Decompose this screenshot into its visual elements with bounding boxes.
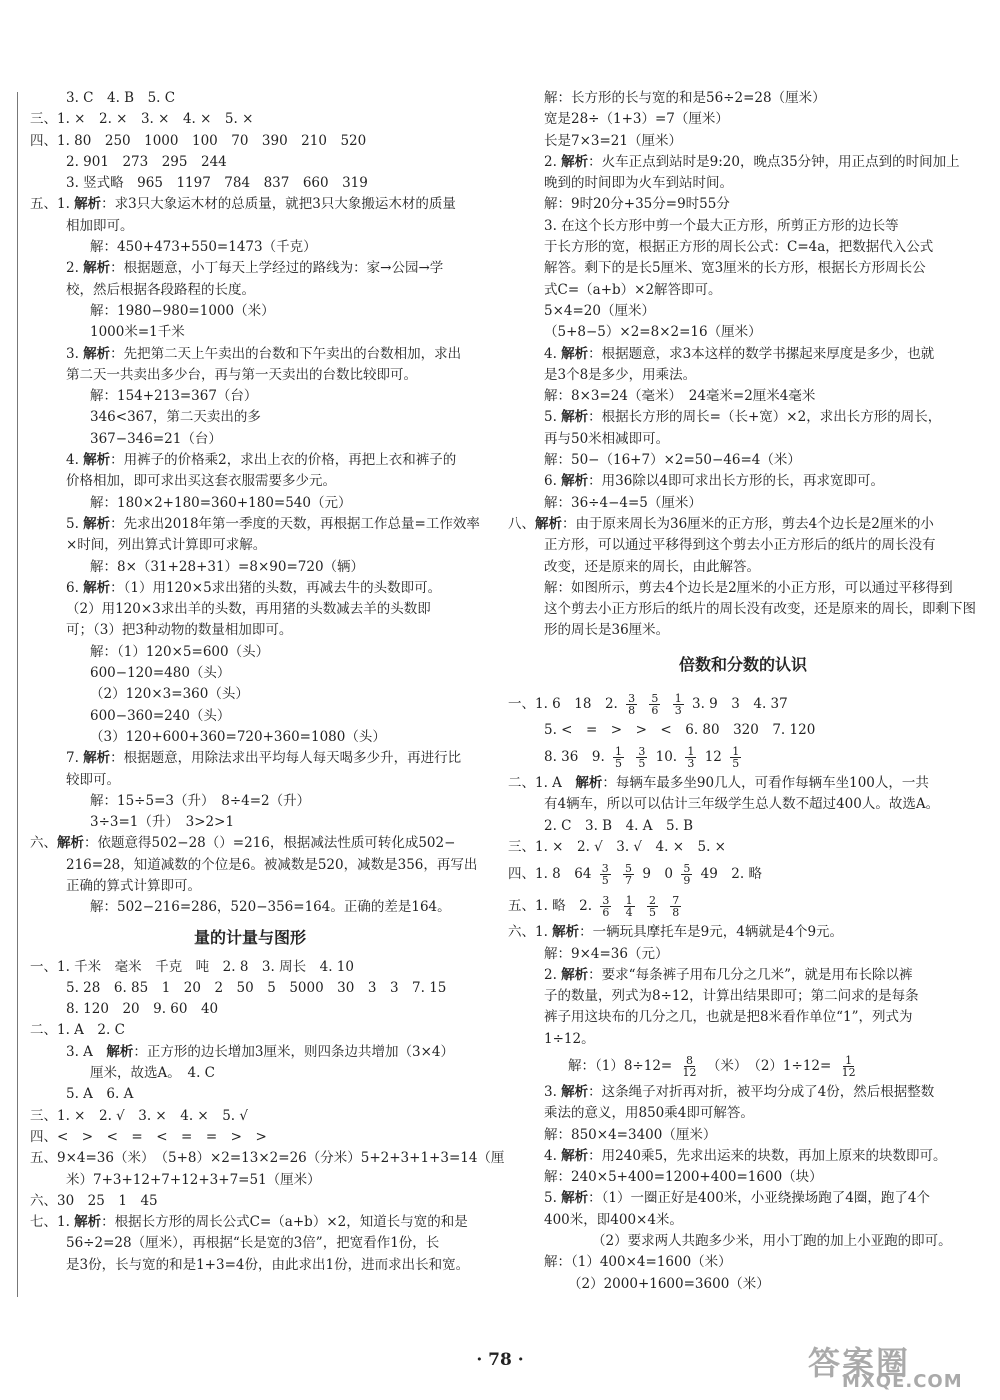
answer-line	[30, 514, 480, 535]
fraction: $\frac{3}{8}$	[628, 691, 636, 717]
watermark-logo-text: 答案圈	[808, 1344, 911, 1382]
line-text: 216=28，知道减数的个位是6。被减数是520，减数是356，再写出	[66, 856, 478, 873]
answer-line	[30, 322, 470, 343]
answer-line	[30, 344, 470, 365]
answer-line	[30, 897, 470, 918]
item-number: 6.	[544, 473, 562, 490]
answer-line	[30, 1127, 470, 1148]
answer-line	[30, 1255, 470, 1276]
answer-line	[508, 1082, 978, 1103]
answer-line	[508, 450, 978, 471]
line-text: 米）7+3+12+7+12+3+7=51（厘米）	[66, 1171, 321, 1188]
answer-line	[30, 493, 470, 514]
answer-line	[30, 642, 470, 663]
answer-line	[30, 770, 470, 791]
answer-line	[508, 258, 978, 279]
line-text: 1÷12。	[544, 1030, 595, 1047]
line-text: （2）120×3=360（头）	[90, 686, 249, 703]
line-text: 5×4=20（厘米）	[544, 302, 655, 319]
item-number: 3.	[66, 345, 84, 362]
line-text: 子的数量，列式为8÷12，计算出结果即可；第二问求的是每条	[544, 988, 919, 1005]
line-text: 5. 28 6. 85 1 20 2 50 5 5000 30 3 3 7. 15	[66, 979, 447, 996]
answer-line	[30, 237, 470, 258]
line-text: 可；（3）把3种动物的数量相加即可。	[66, 622, 293, 639]
answer-line	[30, 386, 470, 407]
line-text: 400米，即400×4米。	[544, 1211, 683, 1228]
fraction: $\frac{1}{3}$	[674, 691, 682, 717]
answer-line	[508, 237, 978, 258]
answer-line	[508, 131, 978, 152]
answer-line	[508, 986, 978, 1007]
item-number: 5.	[66, 515, 84, 532]
line-text: 8. 120 20 9. 60 40	[66, 1001, 219, 1018]
left-column	[30, 88, 505, 1276]
answer-line	[508, 216, 978, 237]
answer-line	[508, 514, 978, 535]
answer-line	[508, 1125, 978, 1146]
analysis-keyword: 解析	[83, 579, 111, 596]
item-number: 六、	[30, 835, 57, 852]
line-text: 式C=（a+b）×2解答即可。	[544, 281, 722, 298]
answer-line	[508, 344, 978, 365]
line-text: ：根据长方形的周长公式C=（a+b）×2，知道长与宽的和是	[101, 1214, 468, 1231]
answer-line	[508, 944, 978, 965]
line-text: 乘法的意义，用850乘4即可解答。	[544, 1105, 754, 1122]
answer-line	[30, 1084, 470, 1105]
line-text: 3. 竖式略 965 1197 784 837 660 319	[66, 175, 368, 192]
line-text: ：（1）用120×5求出猪的头数，再减去牛的头数即可。	[110, 579, 442, 596]
page-number: · 78 ·	[476, 1350, 524, 1370]
answer-line	[30, 450, 470, 471]
line-text: 3. C 4. B 5. C	[66, 90, 176, 106]
line-text: 解：（1）400×4=1600（米）	[544, 1254, 732, 1271]
fraction: $\frac{2}{5}$	[648, 894, 656, 920]
line-text: ：先把第二天上午卖出的台数和下午卖出的台数相加，求出	[110, 345, 462, 362]
line-text: 相加即可。	[66, 217, 134, 234]
item-number: 2.	[66, 260, 84, 277]
item-number: 二、1. A	[508, 775, 576, 792]
answer-line	[30, 301, 470, 322]
line-text: 有4辆车，所以可以估计三年级学生总人数不超过400人。故选A。	[544, 796, 940, 813]
answer-line	[508, 493, 978, 514]
line-text: 再与50米相减即可。	[544, 430, 670, 447]
right-column	[508, 88, 978, 1295]
answer-line	[30, 173, 470, 194]
answer-line	[30, 194, 470, 215]
line-text: 是3份，长与宽的和是1+3=4份，由此求出1份，进而求出长和宽。	[66, 1256, 470, 1273]
line-text: ：这条绳子对折再对折，被平均分成了4份，然后根据整数	[588, 1083, 935, 1100]
line-text: （2）要求两人共跑多少米，用小丁跑的加上小亚跑的即可。	[592, 1233, 952, 1250]
answer-line	[30, 1191, 470, 1212]
answer-line	[30, 535, 470, 556]
line-text: 晚到的时间即为火车到站时间。	[544, 175, 733, 192]
line-text: 1000米=1千米	[90, 324, 185, 341]
right-answers-block-3b	[508, 922, 978, 1050]
answer-line	[508, 471, 978, 492]
analysis-keyword: 解析	[535, 515, 562, 532]
analysis-keyword: 解析	[83, 750, 111, 767]
line-text: 校，然后根据各段路程的长度。	[66, 281, 255, 298]
answer-line	[30, 727, 470, 748]
answer-line	[30, 471, 470, 492]
answer-line	[508, 965, 978, 986]
line-text: ：由于原来周长为36厘米的正方形，剪去4个边长是2厘米的小	[562, 515, 934, 532]
answer-line	[508, 1103, 978, 1124]
item-number: 7.	[66, 750, 84, 767]
answer-line	[508, 88, 978, 109]
answer-line	[508, 1029, 978, 1050]
answer-line	[508, 922, 978, 943]
answer-line	[30, 578, 470, 599]
answer-line	[30, 663, 470, 684]
answer-line	[30, 620, 470, 641]
line-text: 长是7×3=21（厘米）	[544, 132, 682, 149]
answer-line	[508, 1188, 978, 1209]
fraction: $\frac{1}{4}$	[625, 894, 633, 920]
line-text: （2）2000+1600=3600（米）	[568, 1275, 770, 1292]
fraction-answer-line-1: 一、1. 6 18 2. $\frac{3}{8}$ $\frac{5}{6}$ $\frac{1}{3}$ 3. 9 3 4. 37	[508, 691, 788, 717]
line-text: 二、1. A 2. C	[30, 1022, 125, 1039]
analysis-keyword: 解析	[74, 1214, 102, 1231]
answer-line	[30, 999, 470, 1020]
line-text: ：根据长方形的周长=（长+宽）×2，求出长方形的周长，	[588, 409, 942, 426]
answer-line	[30, 1233, 470, 1254]
item-number: 4.	[66, 452, 84, 469]
answer-line	[30, 599, 470, 620]
line-text: 56÷2=28（厘米），再根据“长是宽的3倍”，把宽看作1份，长	[66, 1235, 440, 1252]
answer-line	[508, 152, 978, 173]
answer-line	[508, 173, 978, 194]
item-number: 4.	[544, 1147, 562, 1164]
line-text: ：一辆玩具摩托车是9元，4辆就是4个9元。	[579, 924, 844, 941]
fraction-answer-line-5: 五、1. 略 2. $\frac{3}{6}$ $\frac{1}{4}$ $\frac{2}{5}$ $\frac{7}{8}$	[508, 894, 680, 920]
fraction: $\frac{7}{8}$	[672, 894, 680, 920]
line-text: 解：（1）120×5=600（头）	[90, 643, 270, 660]
answer-line	[30, 109, 470, 130]
line-text: 一、1. 千米 毫米 千克 吨 2. 8 3. 周长 4. 10	[30, 958, 354, 975]
answer-line	[508, 1167, 978, 1188]
line-text: 于长方形的宽，根据正方形的周长公式：C=4a，把数据代入公式	[544, 239, 934, 256]
line-text: ：要求“每条裤子用布几分之几米”，就是用布长除以裤	[588, 966, 913, 983]
line-text: 三、1. × 2. √ 3. √ 4. × 5. ×	[508, 838, 726, 855]
line-text: ：先求出2018年第一季度的天数，再根据工作总量=工作效率	[110, 515, 480, 532]
margin-rule	[17, 92, 18, 1297]
left-answers-block-2	[30, 957, 505, 1276]
line-text: 5. A 6. A	[66, 1086, 134, 1103]
fraction-answer-line-6: 解：（1）8÷12= $\frac{8}{12}$ （米） （2）1÷12= $\frac{1}{12}$	[568, 1053, 856, 1079]
item-number: 3. A	[66, 1043, 107, 1060]
analysis-keyword: 解析	[561, 1147, 589, 1164]
answer-line	[508, 365, 978, 386]
left-answers-block-1	[30, 88, 480, 919]
line-text: ：用240乘5，先求出运来的块数，再加上原来的块数即可。	[588, 1147, 947, 1164]
line-text: 600−360=240（头）	[90, 707, 231, 724]
answer-line	[30, 748, 470, 769]
line-text: 裤子用这块布的几分之几，也就是把8米看作单位“1”，列式为	[544, 1009, 913, 1026]
analysis-keyword: 解析	[561, 153, 589, 170]
answer-line	[508, 194, 978, 215]
line-text: ：火车正点到站时是9:20，晚点35分钟，用正点到的时间加上	[588, 153, 960, 170]
answer-line	[30, 791, 470, 812]
line-text: 宽是28÷（1+3）=7（厘米）	[544, 111, 729, 128]
answer-line	[508, 386, 978, 407]
line-text: 正确的算式计算即可。	[66, 877, 201, 894]
answer-line	[30, 365, 470, 386]
line-text: ：根据题意，小丁每天上学经过的路线为：家→公园→学	[110, 260, 444, 277]
answer-line	[508, 322, 978, 343]
right-answers-block-1	[508, 88, 978, 642]
line-text: 是3个8是多少，用乘法。	[544, 366, 697, 383]
answer-line	[508, 1252, 978, 1273]
fraction-answer-line-2: 5. < = > > < 6. 80 320 7. 120	[544, 721, 816, 738]
answer-line	[30, 131, 470, 152]
answer-line	[30, 957, 470, 978]
line-text: （5+8−5）×2=8×2=16（厘米）	[544, 324, 762, 341]
line-text: （2）用120×3求出羊的头数，再用猪的头数减去羊的头数即	[66, 601, 431, 618]
answer-line	[508, 535, 978, 556]
line-text: ：依题意得502−28（）=216，根据减法性质可转化成502−	[84, 835, 456, 852]
fraction: $\frac{5}{7}$	[625, 862, 633, 888]
line-text: 解：9×4=36（元）	[544, 945, 669, 962]
line-text: 解：如图所示，剪去4个边长是2厘米的小正方形，可以通过平移得到	[544, 579, 953, 596]
line-text: 解：154+213=367（台）	[90, 388, 258, 405]
line-text: 3÷3=1（升） 3>2>1	[90, 814, 235, 831]
answer-line	[508, 837, 978, 858]
answer-line	[30, 88, 470, 109]
line-text: ×时间，列出算式计算即可求解。	[66, 537, 267, 554]
item-number: 6.	[66, 579, 84, 596]
answer-line	[508, 1146, 978, 1167]
analysis-keyword: 解析	[57, 835, 84, 852]
line-text: 这个剪去小正方形后的纸片的周长没有改变，还是原来的周长，即剩下图	[544, 601, 976, 618]
line-text: ：根据题意，求3本这样的数学书摞起来厚度是多少，也就	[588, 345, 935, 362]
analysis-keyword: 解析	[575, 775, 603, 792]
answer-line	[508, 1274, 978, 1295]
line-text: 解：240×5+400=1200+400=1600（块）	[544, 1169, 823, 1186]
answer-line	[30, 855, 478, 876]
line-text: ：正方形的边长增加3厘米，则四条边共增加（3×4）	[133, 1043, 455, 1060]
line-text: ：每辆车最多坐90几人，可看作每辆车坐100人，一共	[602, 775, 929, 792]
item-number: 5.	[544, 409, 562, 426]
item-number: 八、	[508, 515, 535, 532]
answer-line	[30, 152, 470, 173]
answer-line	[30, 1106, 470, 1127]
line-text: 367−346=21（台）	[90, 430, 222, 447]
answer-line	[508, 620, 978, 641]
line-text: （3）120+600+360=720+360=1080（头）	[90, 728, 386, 745]
analysis-keyword: 解析	[74, 196, 102, 213]
answer-line	[30, 812, 470, 833]
line-text: 解：8×3=24（毫米） 24毫米=2厘米4毫米	[544, 388, 816, 405]
fraction-answer-line-4: 四、1. 8 64 $\frac{3}{5}$ $\frac{5}{7}$ 9 0 $\frac{5}{9}$ 49 2. 略	[508, 862, 762, 888]
item-number: 五、1.	[30, 196, 75, 213]
line-text: 在这个长方形中剪一个最大正方形，所剪正方形的边长等	[561, 217, 899, 234]
line-text: 五、9×4=36（米） （5+8）×2=13×2=26（分米）5+2+3+1+3=14（厘	[30, 1150, 505, 1167]
answer-line	[508, 816, 978, 837]
line-text: 解：9时20分+35分=9时55分	[544, 196, 730, 213]
analysis-keyword: 解析	[561, 473, 589, 490]
answer-line	[508, 280, 978, 301]
line-text: 解：450+473+550=1473（千克）	[90, 239, 317, 256]
answer-line	[508, 557, 978, 578]
answer-line	[508, 773, 978, 794]
line-text: 厘米，故选A。 4. C	[90, 1065, 216, 1082]
line-text: 改变，还是原来的周长，由此解答。	[544, 558, 760, 575]
analysis-keyword: 解析	[561, 1083, 589, 1100]
answer-line	[30, 1063, 470, 1084]
line-text: 第二天一共卖出多少台，再与第一天卖出的台数比较即可。	[66, 366, 417, 383]
line-text: ：根据题意，用除法求出平均每人每天喝多少升，再进行比	[110, 750, 462, 767]
line-text: ：用36除以4即可求出长方形的长，再求宽即可。	[588, 473, 884, 490]
section-title-measurement: 量的计量与图形	[193, 927, 306, 947]
item-number: 4.	[544, 345, 562, 362]
section-title-multiples-fractions: 倍数和分数的认识	[678, 654, 807, 674]
answer-line	[30, 706, 470, 727]
right-answers-block-3a	[508, 773, 978, 858]
answer-line	[508, 407, 978, 428]
fraction: $\frac{5}{9}$	[683, 862, 691, 888]
fraction: $\frac{1}{12}$	[841, 1053, 856, 1079]
item-number: 六、1.	[508, 924, 553, 941]
line-text: 四、1. 80 250 1000 100 70 390 210 520	[30, 132, 367, 149]
watermark-logo	[808, 1338, 978, 1394]
analysis-keyword: 解析	[561, 345, 589, 362]
answer-line	[30, 1148, 505, 1169]
answer-line	[30, 833, 470, 854]
answer-line	[508, 794, 978, 815]
fraction: $\frac{5}{6}$	[651, 691, 659, 717]
answer-line	[508, 429, 978, 450]
analysis-keyword: 解析	[561, 966, 589, 983]
answer-line	[30, 1212, 470, 1233]
item-number: 3.	[544, 1083, 562, 1100]
line-text: 解：180×2+180=360+180=540（元）	[90, 494, 352, 511]
analysis-keyword: 解析	[561, 409, 589, 426]
item-number: 2.	[544, 153, 562, 170]
answer-line	[508, 578, 978, 599]
item-number: 5.	[544, 1190, 562, 1207]
item-number: 2.	[544, 966, 562, 983]
answer-line	[30, 407, 470, 428]
right-answers-block-3c	[508, 1082, 978, 1295]
fraction: $\frac{3}{5}$	[601, 862, 609, 888]
fraction-answer-line-3: 8. 36 9. $\frac{1}{5}$ $\frac{3}{5}$ 10. $\frac{1}{3}$ 12 $\frac{1}{5}$	[544, 745, 740, 771]
line-text: ：用裤子的价格乘2，求出上衣的价格，再把上衣和裤子的	[110, 452, 457, 469]
answer-line	[30, 978, 470, 999]
answer-line	[508, 1210, 978, 1231]
fraction: $\frac{3}{5}$	[638, 745, 646, 771]
analysis-keyword: 解析	[552, 924, 580, 941]
answer-line	[30, 876, 470, 897]
line-text: 2. C 3. B 4. A 5. B	[544, 817, 694, 834]
line-text: 600−120=480（头）	[90, 665, 231, 682]
answer-line	[30, 280, 470, 301]
analysis-keyword: 解析	[83, 452, 111, 469]
answer-line	[30, 1020, 470, 1041]
fraction: $\frac{1}{5}$	[732, 745, 740, 771]
line-text: 正方形，可以通过平移得到这个剪去小正方形后的纸片的周长没有	[544, 537, 936, 554]
answer-line	[30, 429, 470, 450]
answer-line	[508, 301, 978, 322]
line-text: 解答。剩下的是长5厘米、宽3厘米的长方形，根据长方形周长公	[544, 260, 926, 277]
analysis-keyword: 解析	[83, 345, 111, 362]
answer-line	[30, 258, 470, 279]
answer-line	[508, 1007, 978, 1028]
watermark-url: MXQE.COM	[842, 1371, 963, 1392]
line-text: ：（1）一圈正好是400米，小亚绕操场跑了4圈，跑了4个	[588, 1190, 930, 1207]
answer-line	[30, 216, 470, 237]
line-text: 四、< > < = < = = > >	[30, 1128, 267, 1145]
answer-line	[508, 599, 978, 620]
answer-line	[30, 684, 470, 705]
answer-line	[508, 109, 978, 130]
line-text: ：求3只大象运木材的总质量，就把3只大象搬运木材的质量	[101, 196, 456, 213]
line-text: 解：1980−980=1000（米）	[90, 302, 275, 319]
line-text: 346<367，第二天卖出的多	[90, 409, 261, 426]
analysis-keyword: 解析	[83, 260, 111, 277]
line-text: 三、1. × 2. √ 3. × 4. × 5. √	[30, 1107, 248, 1124]
line-text: 解：36÷4−4=5（厘米）	[544, 494, 702, 511]
analysis-keyword: 解析	[106, 1043, 134, 1060]
line-text: 解：15÷5=3（升） 8÷4=2（升）	[90, 792, 311, 809]
fraction: $\frac{8}{12}$	[682, 1053, 697, 1079]
line-text: 解：850×4=3400（厘米）	[544, 1126, 717, 1143]
line-text: 形的周长是36厘米。	[544, 622, 670, 639]
analysis-keyword: 解析	[83, 515, 111, 532]
line-text: 2. 901 273 295 244	[66, 153, 227, 170]
answer-line	[508, 1231, 978, 1252]
answer-line	[30, 557, 470, 578]
analysis-keyword: 解析	[561, 1190, 589, 1207]
answer-line	[30, 1042, 470, 1063]
fraction: $\frac{3}{6}$	[602, 894, 610, 920]
answer-line	[30, 1170, 470, 1191]
line-text: 解：8×（31+28+31）=8×90=720（辆）	[90, 558, 365, 575]
line-text: 较即可。	[66, 771, 120, 788]
line-text: 解：502−216=286，520−356=164。正确的差是164。	[90, 899, 451, 916]
line-text: 解：50−（16+7）×2=50−46=4（米）	[544, 452, 801, 469]
fraction: $\frac{1}{3}$	[687, 745, 695, 771]
line-text: 六、30 25 1 45	[30, 1192, 158, 1209]
item-number: 七、1.	[30, 1214, 75, 1231]
line-text: 三、1. × 2. × 3. × 4. × 5. ×	[30, 111, 254, 128]
fraction: $\frac{1}{5}$	[615, 745, 623, 771]
line-text: 价格相加，即可求出买这套衣服需要多少元。	[66, 473, 336, 490]
line-text: 解：长方形的长与宽的和是56÷2=28（厘米）	[544, 90, 826, 106]
item-number: 3.	[544, 217, 562, 234]
